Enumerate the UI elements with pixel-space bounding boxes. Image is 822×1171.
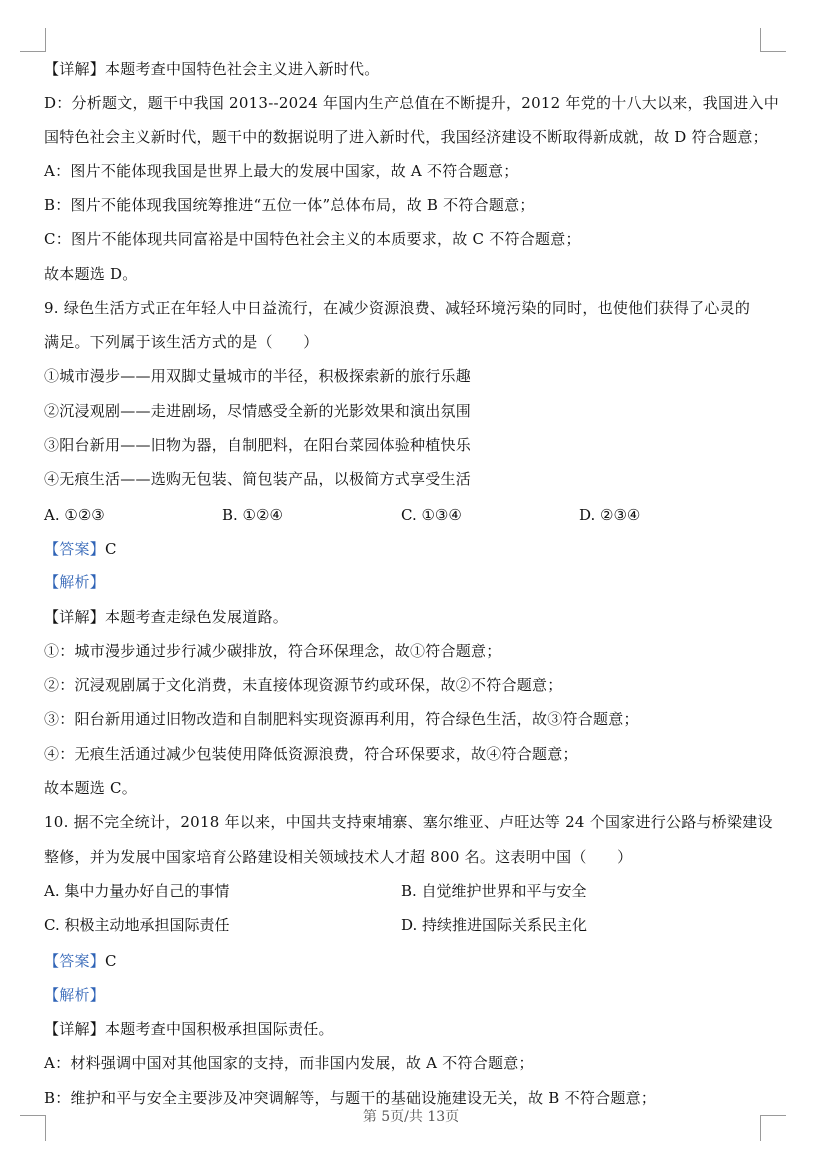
q10-detail-line: 【详解】本题考查中国积极承担国际责任。 [44,1020,334,1038]
q9-stem-line1: 9. 绿色生活方式正在年轻人中日益流行，在减少资源浪费、减轻环境污染的同时，也使他们获得了心灵的 [44,299,751,317]
corner-mark-top-right [760,28,786,52]
page-footer: 第 5页/共 13页 [362,1109,460,1125]
q9-stem-line2: 满足。下列属于该生活方式的是（ ） [44,333,319,351]
q8-explanation-a: A：图片不能体现我国是世界上最大的发展中国家，故 A 不符合题意； [44,162,519,180]
q10-option-b: B. 自觉维护世界和平与安全 [401,882,587,900]
q8-explanation-d-line2: 国特色社会主义新时代，题干中的数据说明了进入新时代，我国经济建设不断取得新成就，故 D 符合题意； [44,128,768,146]
q8-explanation-d-line1: D：分析题文，题干中我国 2013--2024 年国内生产总值在不断提升，2012 年党的十八大以来，我国进入中 [44,94,779,112]
q8-conclusion: 故本题选 D。 [44,265,138,283]
q9-detail-line: 【详解】本题考查走绿色发展道路。 [44,608,289,626]
q9-conclusion: 故本题选 C。 [44,779,137,797]
q9-analysis-tag: 【解析】 [44,573,106,591]
q10-explanation-a: A：材料强调中国对其他国家的支持，而非国内发展，故 A 不符合题意； [44,1054,534,1072]
q10-answer-value: C [105,952,117,970]
q9-answer-tag: 【答案】 [44,540,106,558]
q9-explanation-2: ②：沉浸观剧属于文化消费，未直接体现资源节约或环保，故②不符合题意； [44,676,563,694]
q9-statement-4: ④无痕生活——选购无包装、简包装产品，以极简方式享受生活 [44,470,472,488]
q9-explanation-4: ④：无痕生活通过减少包装使用降低资源浪费，符合环保要求，故④符合题意； [44,745,578,763]
q9-statement-3: ③阳台新用——旧物为器，自制肥料，在阳台菜园体验种植快乐 [44,436,472,454]
q10-option-d: D. 持续推进国际关系民主化 [401,916,588,934]
corner-mark-top-left [20,28,46,52]
q9-explanation-1: ①：城市漫步通过步行减少碳排放，符合环保理念，故①符合题意； [44,642,502,660]
q9-option-b: B. ①②④ [222,506,283,524]
q9-option-a: A. ①②③ [44,506,105,524]
q10-stem-line1: 10. 据不完全统计，2018 年以来，中国共支持柬埔寨、塞尔维亚、卢旺达等 24 个国家进行公路与桥梁建设 [44,813,773,831]
q10-answer-tag: 【答案】 [44,952,106,970]
q9-answer-line [44,538,117,560]
q8-detail-line: 【详解】本题考查中国特色社会主义进入新时代。 [44,60,380,78]
q9-option-c: C. ①③④ [401,506,462,524]
q10-analysis-tag: 【解析】 [44,986,106,1004]
q9-answer-value: C [105,540,117,558]
q10-stem-line2: 整修，并为发展中国家培育公路建设相关领域技术人才超 800 名。这表明中国（ ） [44,848,633,866]
q9-statement-1: ①城市漫步——用双脚丈量城市的半径，积极探索新的旅行乐趣 [44,367,472,385]
q10-explanation-b: B：维护和平与安全主要涉及冲突调解等，与题干的基础设施建设无关，故 B 不符合题意； [44,1089,657,1107]
q8-explanation-b: B：图片不能体现我国统筹推进“五位一体”总体布局，故 B 不符合题意； [44,196,535,214]
q10-option-a: A. 集中力量办好自己的事情 [44,882,230,900]
q9-option-d: D. ②③④ [579,506,641,524]
q8-explanation-c: C：图片不能体现共同富裕是中国特色社会主义的本质要求，故 C 不符合题意； [44,230,581,248]
q9-explanation-3: ③：阳台新用通过旧物改造和自制肥料实现资源再利用，符合绿色生活，故③符合题意； [44,710,639,728]
q10-answer-line [44,950,117,972]
q9-statement-2: ②沉浸观剧——走进剧场，尽情感受全新的光影效果和演出氛围 [44,402,472,420]
q10-option-c: C. 积极主动地承担国际责任 [44,916,230,934]
